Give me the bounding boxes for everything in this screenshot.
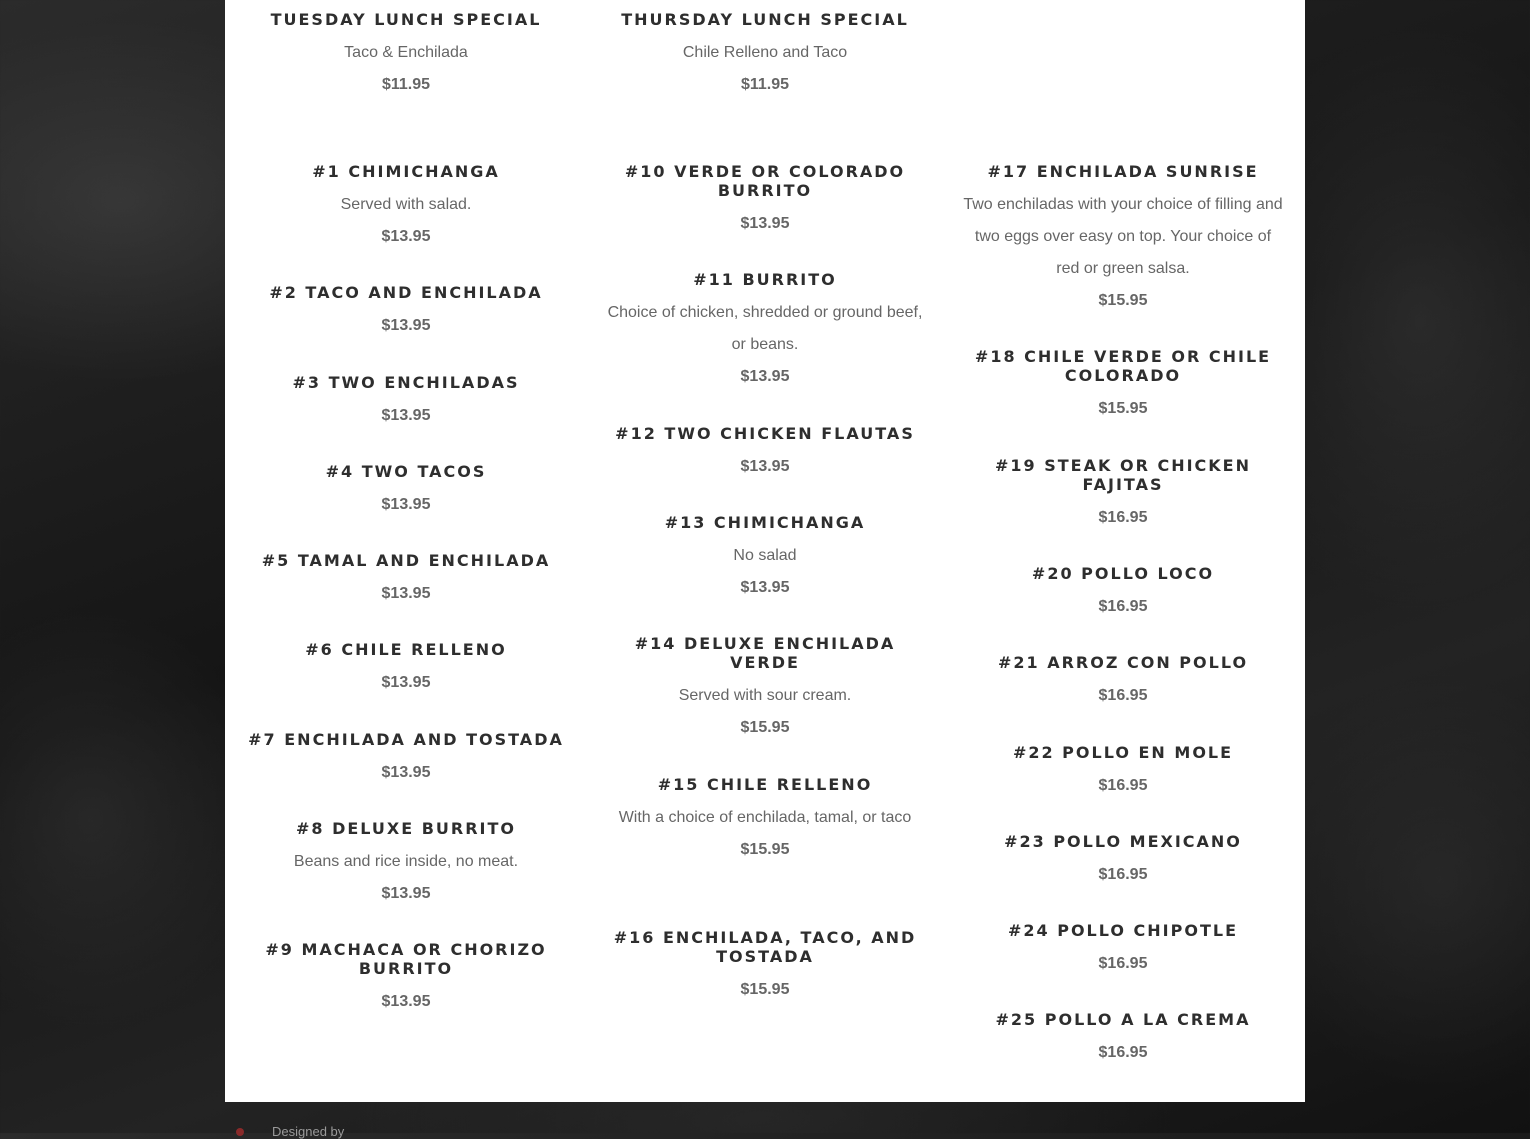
menu-item-price: $13.95	[740, 368, 790, 385]
menu-item-14	[600, 634, 930, 744]
footer-logo-icon	[236, 1128, 244, 1136]
menu-item-title: #21 ARROZ CON POLLO	[997, 653, 1249, 672]
menu-item-description: Served with salad.	[340, 196, 472, 213]
menu-item-title: #6 CHILE RELLENO	[305, 640, 507, 659]
menu-item-title: THURSDAY LUNCH SPECIAL	[621, 10, 909, 29]
menu-item-description: Taco & Enchilada	[344, 44, 468, 61]
menu-item-price: $13.95	[381, 228, 431, 245]
menu-item-price: $15.95	[1098, 292, 1148, 309]
menu-item-price: $15.95	[740, 841, 790, 858]
menu-item-19	[958, 456, 1288, 534]
menu-item-title: #23 POLLO MEXICANO	[1004, 832, 1242, 851]
menu-item-price: $16.95	[1098, 777, 1148, 794]
menu-item-price: $16.95	[1098, 866, 1148, 883]
menu-item-price: $16.95	[1098, 1044, 1148, 1061]
menu-item-price: $13.95	[740, 215, 790, 232]
menu-item-title: #19 STEAK OR CHICKEN FAJITAS	[995, 456, 1251, 494]
footer-credit[interactable]: Designed by	[272, 1124, 345, 1139]
menu-item-16	[600, 928, 930, 1006]
menu-item-12	[600, 424, 930, 483]
menu-item-6	[241, 640, 571, 699]
menu-item-1	[241, 162, 571, 253]
menu-item-price: $15.95	[740, 719, 790, 736]
menu-item-title: #22 POLLO EN MOLE	[1012, 743, 1234, 762]
menu-item-5	[241, 551, 571, 610]
menu-item-title: #17 ENCHILADA SUNRISE	[987, 162, 1259, 181]
menu-item-tuesday-special	[241, 10, 571, 101]
menu-item-title: #3 TWO ENCHILADAS	[292, 373, 520, 392]
menu-item-18	[958, 347, 1288, 425]
menu-item-title: #8 DELUXE BURRITO	[295, 819, 517, 838]
menu-item-title: #20 POLLO LOCO	[1031, 564, 1215, 583]
menu-item-24	[958, 921, 1288, 980]
menu-item-2	[241, 283, 571, 342]
menu-item-title: #10 VERDE OR COLORADO BURRITO	[624, 162, 906, 200]
menu-item-title: #11 BURRITO	[693, 270, 837, 289]
menu-item-price: $16.95	[1098, 687, 1148, 704]
menu-item-price: $13.95	[381, 885, 431, 902]
menu-item-thursday-special	[600, 10, 930, 101]
menu-item-title: #7 ENCHILADA AND TOSTADA	[248, 730, 564, 749]
menu-item-description: No salad	[733, 547, 797, 564]
menu-panel	[225, 0, 1305, 1102]
menu-item-price: $13.95	[740, 579, 790, 596]
menu-item-price: $13.95	[381, 496, 431, 513]
menu-item-title: #18 CHILE VERDE OR CHILE COLORADO	[974, 347, 1272, 385]
menu-item-description: Beans and rice inside, no meat.	[293, 853, 519, 870]
menu-item-title: #16 ENCHILADA, TACO, AND TOSTADA	[613, 928, 917, 966]
menu-item-9	[241, 940, 571, 1018]
menu-item-price: $13.95	[381, 993, 431, 1010]
menu-item-8	[241, 819, 571, 910]
menu-item-11	[600, 270, 930, 393]
menu-item-4	[241, 462, 571, 521]
menu-item-10	[600, 162, 930, 240]
menu-item-price: $16.95	[1098, 509, 1148, 526]
menu-item-price: $11.95	[381, 76, 431, 93]
menu-item-description: Two enchiladas with your choice of filling and two eggs over easy on top. Your choice of red or green salsa.	[963, 196, 1283, 277]
menu-item-20	[958, 564, 1288, 623]
menu-item-title: #12 TWO CHICKEN FLAUTAS	[615, 424, 915, 443]
menu-item-21	[958, 653, 1288, 712]
menu-item-22	[958, 743, 1288, 802]
menu-item-title: #4 TWO TACOS	[325, 462, 487, 481]
menu-item-25	[958, 1010, 1288, 1069]
menu-item-description: With a choice of enchilada, tamal, or taco	[618, 809, 912, 826]
menu-item-title: #13 CHIMICHANGA	[664, 513, 866, 532]
menu-item-title: #24 POLLO CHIPOTLE	[1007, 921, 1238, 940]
menu-item-price: $16.95	[1098, 598, 1148, 615]
menu-item-title: #15 CHILE RELLENO	[657, 775, 873, 794]
menu-item-3	[241, 373, 571, 432]
menu-item-title: #25 POLLO A LA CREMA	[995, 1010, 1251, 1029]
menu-item-description: Chile Relleno and Taco	[682, 44, 848, 61]
menu-item-price: $13.95	[381, 764, 431, 781]
menu-item-title: #2 TACO AND ENCHILADA	[269, 283, 543, 302]
menu-item-title: TUESDAY LUNCH SPECIAL	[270, 10, 542, 29]
menu-item-description: Served with sour cream.	[678, 687, 852, 704]
menu-item-description: Choice of chicken, shredded or ground beef, or beans.	[607, 304, 923, 353]
menu-item-price: $15.95	[740, 981, 790, 998]
menu-item-title: #9 MACHACA OR CHORIZO BURRITO	[265, 940, 547, 978]
menu-item-price: $13.95	[740, 458, 790, 475]
menu-item-price: $13.95	[381, 317, 431, 334]
menu-item-price: $13.95	[381, 674, 431, 691]
menu-item-23	[958, 832, 1288, 891]
menu-item-title: #14 DELUXE ENCHILADA VERDE	[634, 634, 896, 672]
menu-item-price: $16.95	[1098, 955, 1148, 972]
menu-item-price: $13.95	[381, 407, 431, 424]
menu-item-price: $13.95	[381, 585, 431, 602]
menu-item-7	[241, 730, 571, 789]
menu-item-title: #5 TAMAL AND ENCHILADA	[261, 551, 551, 570]
menu-item-title: #1 CHIMICHANGA	[312, 162, 500, 181]
menu-item-13	[600, 513, 930, 604]
menu-item-17	[958, 162, 1288, 317]
menu-item-price: $15.95	[1098, 400, 1148, 417]
menu-item-price: $11.95	[740, 76, 790, 93]
menu-item-15	[600, 775, 930, 866]
